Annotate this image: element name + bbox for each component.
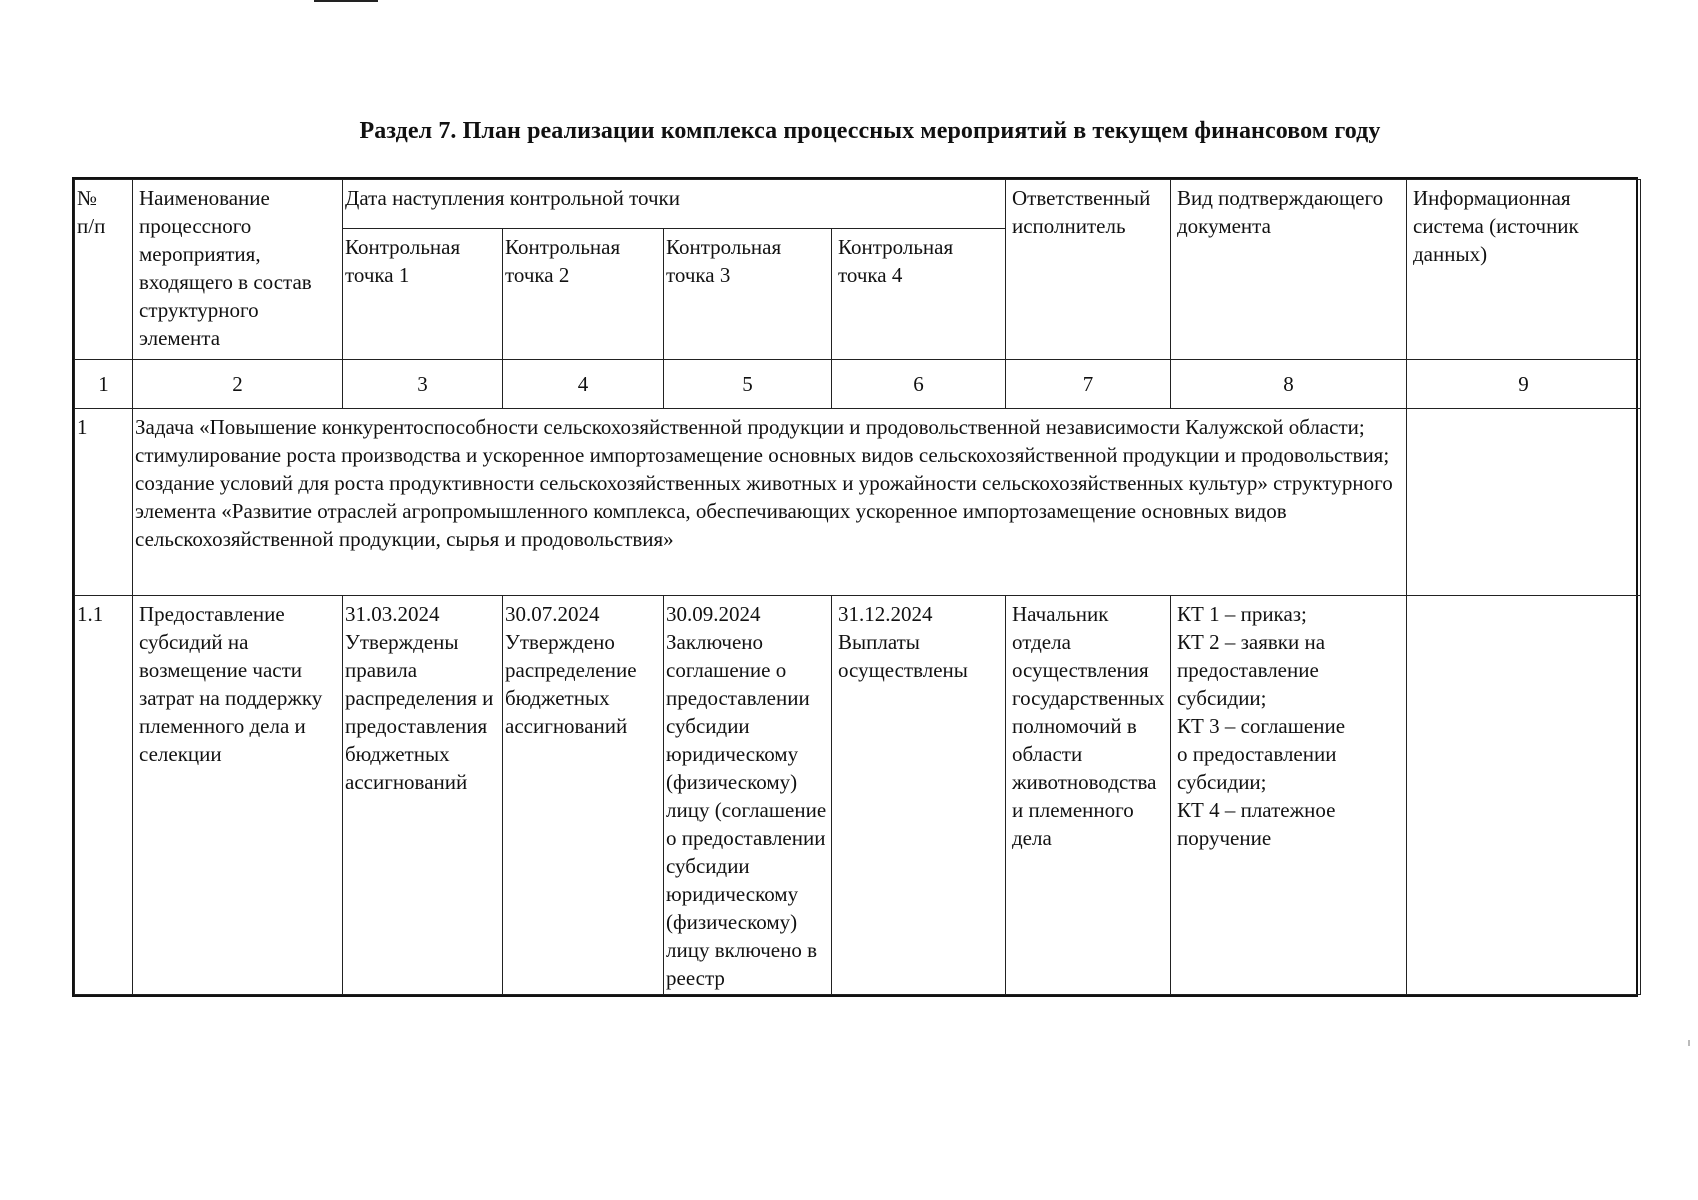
column-number: 3 (343, 360, 503, 409)
scan-speck (1688, 1040, 1690, 1046)
column-number: 9 (1407, 360, 1641, 409)
scan-top-mark (314, 0, 378, 2)
item-row (75, 596, 1641, 995)
item-kt2: 30.07.2024 Утверждено распределение бюджетных ассигнований (503, 596, 664, 995)
item-responsible: Начальник отдела осуществления государственных полномочий в области животноводства и племенного дела (1006, 596, 1171, 995)
header-control-date-group: Дата наступления контрольной точки (343, 180, 1006, 229)
item-info-system (1407, 596, 1641, 995)
plan-table (74, 179, 1641, 995)
item-document-type: КТ 1 – приказ; КТ 2 – заявки на предоставление субсидии; КТ 3 – соглашение о предоставлении субсидии; КТ 4 – платежное поручение (1171, 596, 1407, 995)
header-kt2: Контрольная точка 2 (503, 229, 664, 360)
header-document-type: Вид подтверждающего документа (1171, 180, 1407, 360)
column-number: 8 (1171, 360, 1407, 409)
header-kt3: Контрольная точка 3 (664, 229, 832, 360)
header-info-system: Информационная система (источник данных) (1407, 180, 1641, 360)
task-num: 1 (75, 409, 133, 596)
column-number: 4 (503, 360, 664, 409)
column-number-row (75, 360, 1641, 409)
column-number: 5 (664, 360, 832, 409)
column-number: 1 (75, 360, 133, 409)
column-number: 2 (133, 360, 343, 409)
document-title: Раздел 7. План реализации комплекса процессных мероприятий в текущем финансовом году (359, 118, 1381, 144)
column-number: 7 (1006, 360, 1171, 409)
task-text: Задача «Повышение конкурентоспособности сельскохозяйственной продукции и продовольственной независимости Калужской области; стимулирование роста производства и ускоренное импортозамещение основных видов сельскохозяйственной продукции и продовольствия; создание условий для роста продуктивности сельскохозяйственных животных и урожайности сельскохозяйственных культур» структурного элемента «Развитие отраслей агропромышленного комплекса, обеспечивающих ускоренное импортозамещение основных видов сельскохозяйственной продукции, сырья и продовольствия» (133, 409, 1407, 596)
item-kt4: 31.12.2024 Выплаты осуществлены (832, 596, 1006, 995)
task-row (75, 409, 1641, 596)
item-kt3: 30.09.2024 Заключено соглашение о предоставлении субсидии юридическому (физическому) лицу (соглашение о предоставлении субсидии юридическому (физическому) лицу включено в реестр (664, 596, 832, 995)
plan-table-frame (72, 177, 1638, 997)
header-kt1: Контрольная точка 1 (343, 229, 503, 360)
task-info-system (1407, 409, 1641, 596)
item-num: 1.1 (75, 596, 133, 995)
column-number: 6 (832, 360, 1006, 409)
item-kt1: 31.03.2024 Утверждены правила распределения и предоставления бюджетных ассигнований (343, 596, 503, 995)
header-responsible: Ответственный исполнитель (1006, 180, 1171, 360)
header-kt4: Контрольная точка 4 (832, 229, 1006, 360)
header-row-top (75, 180, 1641, 229)
header-num: № п/п (75, 180, 133, 360)
item-name: Предоставление субсидий на возмещение части затрат на поддержку племенного дела и селекции (133, 596, 343, 995)
header-name: Наименование процессного мероприятия, входящего в состав структурного элемента (133, 180, 343, 360)
